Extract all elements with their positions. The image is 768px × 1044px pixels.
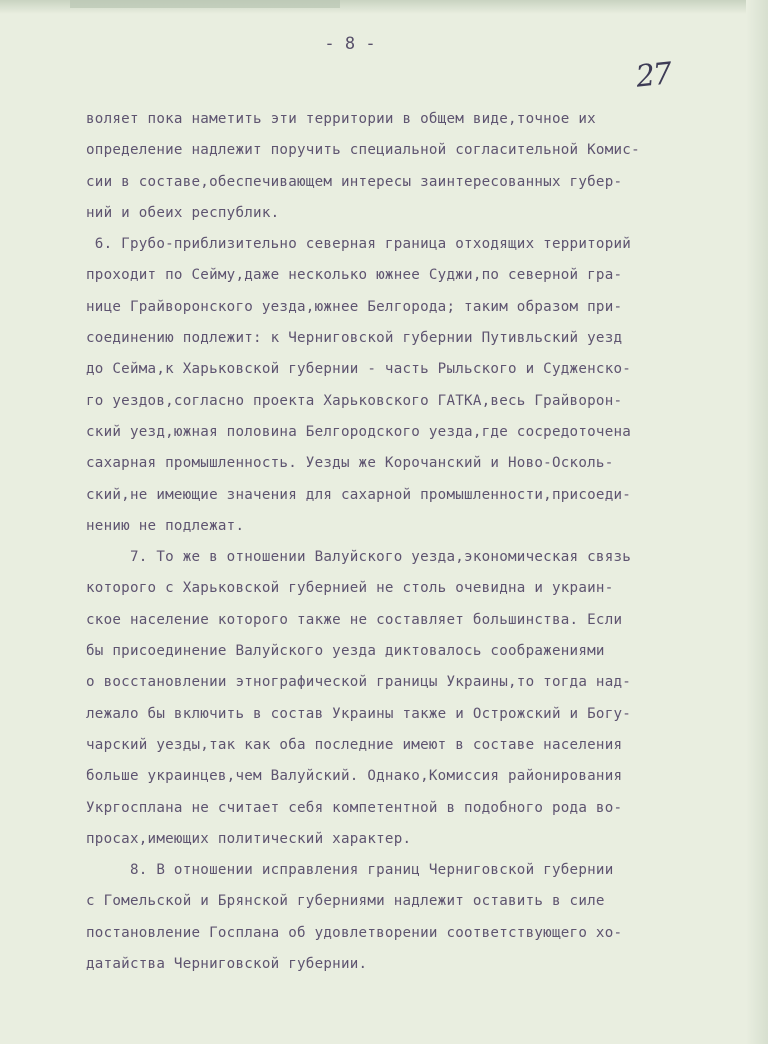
text-line: ское население которого также не составляет большинства. Если [86, 611, 623, 628]
text-line: бы присоединение Валуйского уезда диктовалось соображениями [86, 643, 605, 660]
text-line: соединению подлежит: к Черниговской губернии Путивльский уезд [86, 330, 623, 347]
text-line: постановление Госплана об удовлетворении соответствующего хо- [86, 924, 623, 941]
text-line: 8. В отношении исправления границ Черниговской губернии [86, 862, 614, 879]
text-line: которого с Харьковской губернией не столь очевидна и украин- [86, 580, 614, 597]
text-line: нице Грайворонского уезда,южнее Белгорода; таким образом при- [86, 298, 623, 315]
faded-top-stamp [70, 0, 340, 8]
text-line: с Гомельской и Брянской губерниями надлежит оставить в силе [86, 893, 605, 910]
text-line: до Сейма,к Харьковской губернии - часть Рыльского и Судженско- [86, 361, 632, 378]
text-line: 6. Грубо-приблизительно северная граница отходящих территорий [86, 236, 632, 253]
text-line: Укргосплана не считает себя компетентной в подобного рода во- [86, 799, 623, 816]
text-line: воляет пока наметить эти территории в общем виде,точное их [86, 111, 596, 127]
text-line: больше украинцев,чем Валуйский. Однако,Комиссия районирования [86, 768, 623, 785]
text-line: проходит по Сейму,даже несколько южнее Суджи,по северной гра- [86, 267, 623, 284]
handwritten-folio-number: 27 [634, 56, 672, 95]
text-line: ский уезд,южная половина Белгородского уезда,где сосредоточена [86, 423, 632, 440]
text-line: сии в составе,обеспечивающем интересы заинтересованных губер- [86, 173, 623, 190]
text-line: о восстановлении этнографической границы Украины,то тогда над- [86, 674, 632, 691]
text-line: нению не подлежат. [86, 517, 245, 534]
page-number: - 8 - [324, 34, 376, 54]
text-line: определение надлежит поручить специальной согласительной Комис- [86, 142, 640, 159]
text-line: просах,имеющих политический характер. [86, 830, 412, 847]
text-line: го уездов,согласно проекта Харьковского ГАТКА,весь Грайворон- [86, 392, 623, 409]
text-line: лежало бы включить в состав Украины также и Острожский и Богу- [86, 705, 632, 722]
text-line: ний и обеих республик. [86, 204, 280, 221]
text-line: сахарная промышленность. Уезды же Корочанский и Ново-Осколь- [86, 455, 614, 472]
text-line: ский,не имеющие значения для сахарной промышленности,присоеди- [86, 486, 632, 503]
text-line: датайства Черниговской губернии. [86, 956, 368, 973]
text-line: 7. То же в отношении Валуйского уезда,экономическая связь [86, 549, 632, 566]
paper-right-edge [746, 0, 768, 1044]
typewritten-body [86, 104, 746, 980]
text-line: чарский уезды,так как оба последние имеют в составе населения [86, 736, 623, 753]
